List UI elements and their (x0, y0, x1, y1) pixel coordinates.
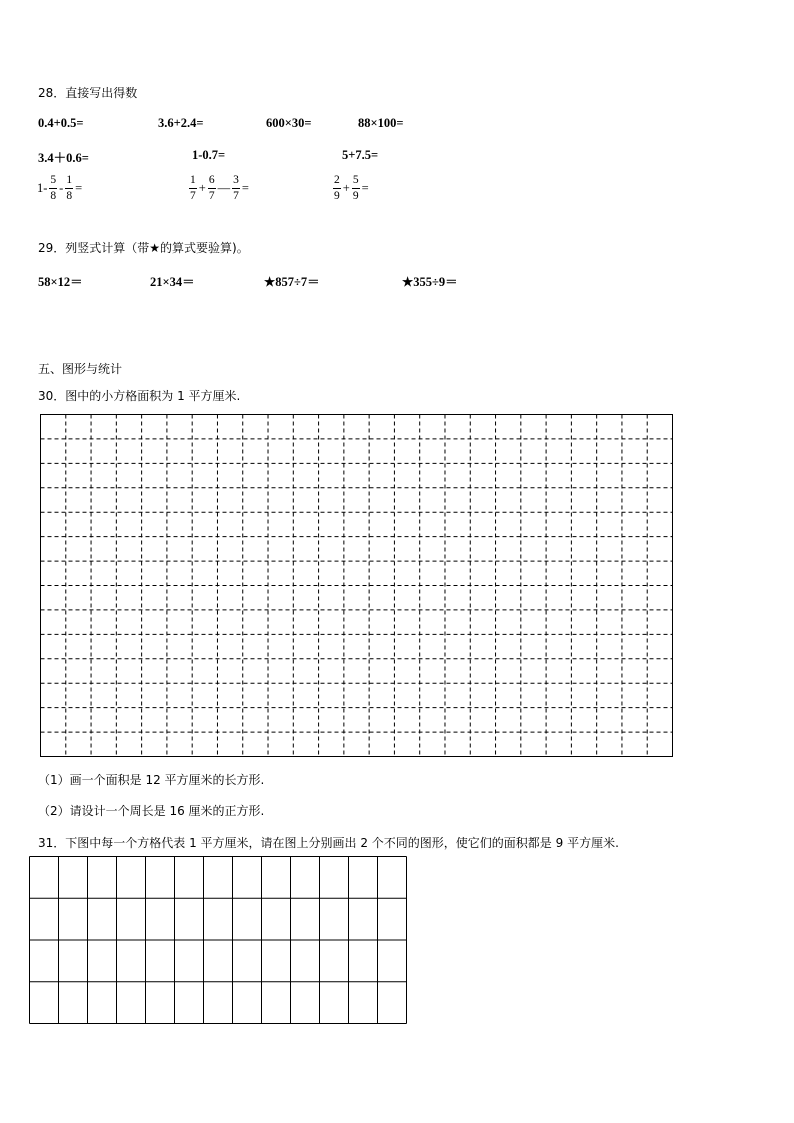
q31-title: 31．下图中每一个方格代表 1 平方厘米，请在图上分别画出 2 个不同的图形，使它们的面积都是 9 平方厘米. (38, 836, 619, 850)
q28-expr-3: 600×30= (266, 116, 312, 130)
denominator: 8 (66, 189, 73, 202)
q28-title: 28．直接写出得数 (38, 86, 138, 100)
q28-frac-expr-3 (332, 175, 370, 202)
q30-dashed-grid (40, 414, 674, 758)
equals: = (75, 181, 83, 195)
equals: = (361, 181, 369, 195)
operator: + (198, 181, 206, 195)
q28-expr-7: 5+7.5= (342, 148, 379, 162)
q30-title: 30．图中的小方格面积为 1 平方厘米. (38, 389, 241, 403)
denominator: 9 (352, 189, 359, 202)
numerator: 1 (189, 175, 197, 189)
q30-sub-question-1: （1）画一个面积是 12 平方厘米的长方形. (38, 773, 265, 787)
q29-title: 29．列竖式计算（带★的算式要验算)。 (38, 241, 249, 255)
operator: — (217, 181, 231, 195)
numerator: 5 (352, 175, 360, 189)
q30-sub-question-2: （2）请设计一个周长是 16 厘米的正方形. (38, 804, 265, 818)
q29-expr-1: 58×12＝ (38, 275, 83, 289)
frac-lead: 1- (37, 181, 48, 195)
operator: + (342, 181, 350, 195)
q28-expr-2: 3.6+2.4= (158, 116, 204, 130)
numerator: 5 (49, 175, 57, 189)
q28-expr-1: 0.4+0.5= (38, 116, 84, 130)
fraction (232, 175, 240, 202)
fraction (65, 175, 73, 202)
fraction (352, 175, 360, 202)
q28-expr-6: 1-0.7= (192, 148, 226, 162)
q28-frac-expr-2 (188, 175, 250, 202)
q28-frac-expr-1 (36, 175, 83, 202)
denominator: 9 (334, 189, 340, 202)
fraction (333, 175, 341, 202)
section-title: 五、图形与统计 (38, 362, 123, 376)
fraction (208, 175, 216, 202)
q29-expr-3: ★857÷7＝ (264, 275, 320, 289)
fraction (189, 175, 197, 202)
q28-expr-4: 88×100= (358, 116, 404, 130)
numerator: 1 (65, 175, 73, 189)
q29-expr-2: 21×34＝ (150, 275, 195, 289)
q31-square-grid (29, 856, 409, 1026)
q28-expr-5: 3.4＋0.6= (38, 151, 89, 165)
fraction (49, 175, 57, 202)
denominator: 7 (190, 189, 196, 202)
denominator: 7 (208, 189, 215, 202)
denominator: 8 (50, 189, 57, 202)
operator: - (59, 181, 64, 195)
numerator: 6 (208, 175, 216, 189)
denominator: 7 (233, 189, 239, 202)
numerator: 2 (333, 175, 341, 189)
equals: = (241, 181, 249, 195)
numerator: 3 (232, 175, 240, 189)
q29-expr-4: ★355÷9＝ (402, 275, 458, 289)
